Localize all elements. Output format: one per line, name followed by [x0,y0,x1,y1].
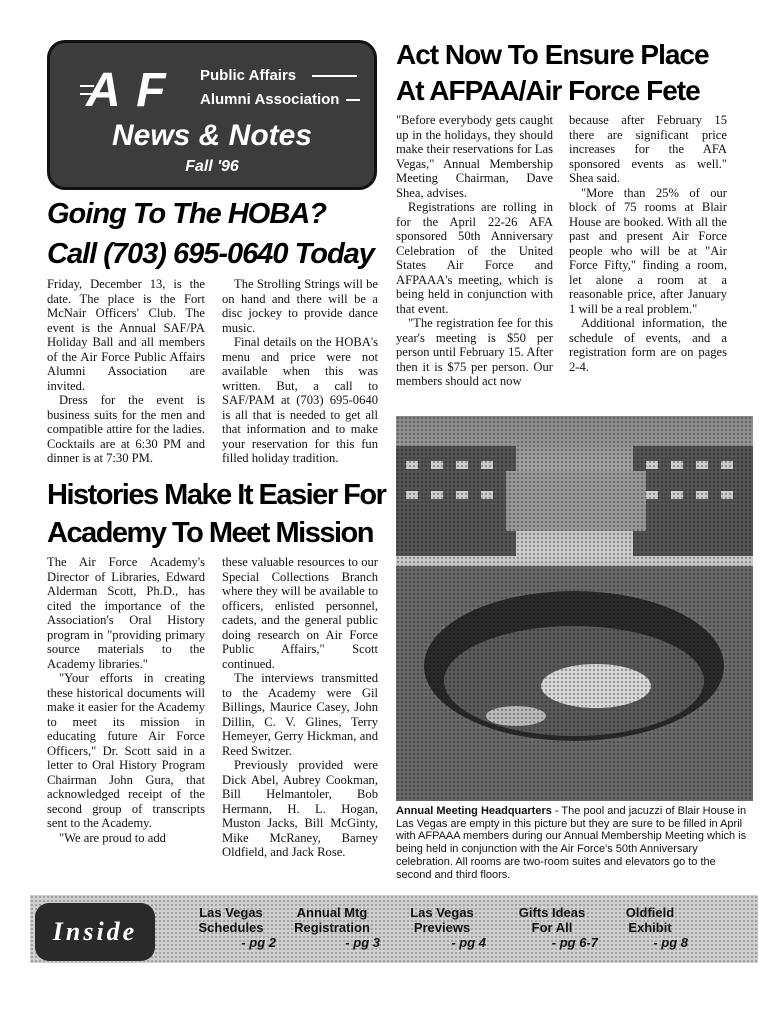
paragraph: "We are proud to add [59,830,166,845]
paragraph: "The registration fee for this year's meeting is $50 per person until February 15. After then it is $75 per person. Our members should act now [396,316,553,388]
paragraph: Registrations are rolling in for the April 22-26 AFA sponsored 50th Anniversary Celebration of the United States Air Force and AFPAAA's meeting, which is being held in conjunction with that event. [396,200,553,316]
masthead [47,40,377,190]
hoba-column-1 [47,277,205,466]
paragraph: Final details on the HOBA's menu and price were not available when this was written. But, a call to SAF/PAM at (703) 695-0640 is all that is needed to get all that information and to make your reservation for this fun filled holiday tradition. [222,335,378,465]
newsletter-title: News & Notes [111,119,313,152]
photo-caption [396,805,754,881]
paragraph: "More than 25% of our block of 75 rooms at Blair House are booked. With all the past and present Air Force people who will be at "Air Force Fifty," finding a room, let alone a room at a reasonable price, after January 1 will be a real problem." [569,185,727,316]
caption-text: - The pool and jacuzzi of Blair House in Las Vegas are empty in this picture but they are sure to be filled in April with AFPAAA members during our Annual Membership Meeting which is being held in conjunction with the Air Force's 50th Anniversary celebration. All rooms are two-room suites and elevators go to the second and third floors. [396,805,747,881]
paragraph: Dress for the event is business suits for the men and compatible attire for the ladies. Cocktails are at 6:30 PM and dinner is at 7:30 PM. [47,393,205,465]
fete-column-2 [569,113,727,374]
issue-date: Fall '96 [185,158,239,175]
paragraph: "Your efforts in creating these historical documents will make it easier for the Academy to meet its mission in educating future Air Force Officers," Dr. Scott said in a letter to Oral History Program Chairman John Gura, that acknowledged receipt of the second group of transcripts sent to the Academy. [47,671,205,830]
histories-column-1 [47,555,205,845]
logo-letters: A F [86,64,168,117]
fete-headline-line2: At AFPAA/Air Force Fete [396,75,700,106]
paragraph: The Air Force Academy's Director of Libraries, Edward Alderman Scott, Ph.D., has cited the importance of the Association's Oral History program in "providing primary source materials to the Academy libraries." [47,555,205,671]
paragraph: Additional information, the schedule of events, and a registration form are on pages 2-4. [569,316,727,374]
hoba-headline-line1: Going To The HOBA? [47,198,326,230]
histories-column-2 [222,555,378,860]
hoba-headline-line2: Call (703) 695-0640 Today [47,238,374,270]
fete-headline-line1: Act Now To Ensure Place [396,39,709,70]
paragraph: "Before everybody gets caught up in the holidays, they should make their reservations for Las Vegas," Annual Membership Meeting Chairman, Dave Shea, advises. [396,113,553,200]
paragraph: The Strolling Strings will be on hand and there will be a disc jockey to provide dance music. [222,277,378,335]
paragraph: these valuable resources to our Special Collections Branch where they will be available to officers, enlisted personnel, cadets, and the general public doing research on Air Force Public Affairs," Scott continued. [222,555,378,671]
histories-headline-line2: Academy To Meet Mission [47,517,373,549]
org-name-line1: Public Affairs [200,67,297,84]
inside-item-gift-ideas: Gifts Ideas For All - pg 6-7 [518,905,598,950]
histories-headline-line1: Histories Make It Easier For [47,479,386,511]
org-name-line2: Alumni Association [200,91,340,108]
inside-item-las-vegas-schedules: Las Vegas Schedules - pg 2 [198,905,276,950]
hoba-column-2 [222,277,378,466]
paragraph: The interviews transmitted to the Academy were Gil Billings, Maurice Casey, John Dillin, C. V. Glines, Terry Hemeyer, Gerry Hickman, and Reed Switzer. [222,671,378,758]
inside-item-oldfield-exhibit: Oldfield Exhibit - pg 8 [625,905,688,950]
caption-title: Annual Meeting Headquarters [396,805,552,817]
fete-column-1 [396,113,553,389]
inside-item-las-vegas-previews: Las Vegas Previews - pg 4 [410,905,486,950]
inside-item-annual-mtg-registration: Annual Mtg Registration - pg 3 [294,905,380,950]
paragraph: Friday, December 13, is the date. The place is the Fort McNair Officers' Club. The event is the Annual SAF/PA Holiday Ball and all members of the Air Force Public Affairs Alumni Association are invited. [47,277,205,393]
paragraph: Previously provided were Dick Abel, Aubrey Cookman, Bill Helmantoler, Bob Hermann, H. L. Hogan, Muston Jacks, Bill McGinty, Mike McRaney, Barney Oldfield, and Jack Rose. [222,758,378,859]
association-logo [80,61,365,123]
pool-photo [396,416,753,801]
paragraph: because after February 15 there are significant price increases for the AFA sponsored events as well." Shea said. [569,113,727,185]
inside-label: Inside [35,903,155,961]
